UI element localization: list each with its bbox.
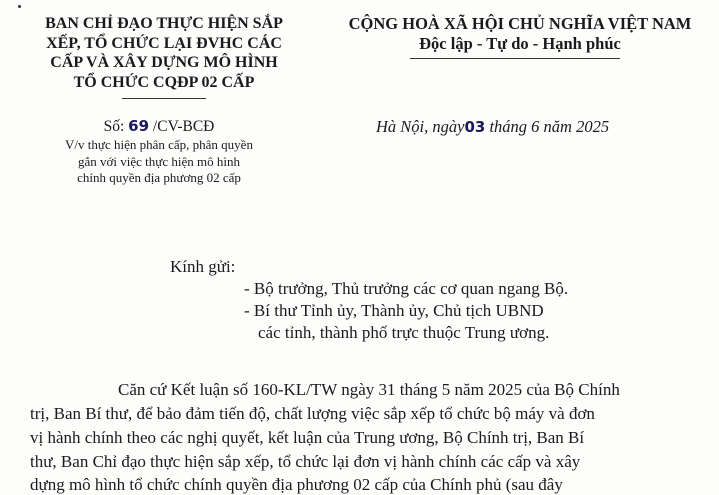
- recipient-line-2: - Bí thư Tỉnh ủy, Thành ủy, Chủ tịch UBND: [244, 301, 544, 320]
- scan-mark: [18, 5, 21, 8]
- date-day-handwritten: 03: [464, 118, 486, 136]
- subject-line-1: V/v thực hiện phân cấp, phân quyền: [65, 137, 253, 152]
- issuing-body-line-2: XẾP, TỔ CHỨC LẠI ĐVHC CÁC: [46, 34, 282, 52]
- date-suffix: tháng 6 năm 2025: [489, 117, 610, 136]
- subject-line-2: gắn với việc thực hiện mô hình: [78, 153, 240, 169]
- document-number: [0, 117, 318, 136]
- issuing-body-underline: [122, 98, 206, 99]
- recipient-line-3: các tỉnh, thành phố trực thuộc Trung ương.: [258, 323, 550, 342]
- body-line-4: thư, Ban Chỉ đạo thực hiện sắp xếp, tổ chức lại đơn vị hành chính các cấp và xây: [30, 452, 581, 471]
- issuing-body-line-1: BAN CHỈ ĐẠO THỰC HIỆN SẮP: [45, 15, 283, 32]
- date-prefix: Hà Nội, ngày: [376, 117, 465, 136]
- nation-name: CỘNG HOÀ XÃ HỘI CHỦ NGHĨA VIỆT NAM: [348, 14, 692, 33]
- document-subject: [0, 137, 318, 187]
- recipient-line-1: - Bộ trưởng, Thủ trưởng các cơ quan ngang Bộ.: [244, 279, 569, 298]
- motto-underline: [410, 58, 620, 59]
- issuing-body-line-4: TỔ CHỨC CQĐP 02 CẤP: [73, 73, 255, 91]
- national-heading: [328, 14, 712, 53]
- issuing-body: [14, 14, 314, 92]
- recipients-label: Kính gửi:: [170, 257, 236, 276]
- subject-line-3: chính quyền địa phương 02 cấp: [77, 170, 241, 185]
- number-prefix: Số:: [103, 118, 125, 135]
- issuing-body-line-3: CẤP VÀ XÂY DỰNG MÔ HÌNH: [50, 54, 278, 71]
- body-line-3: vị hành chính theo các nghị quyết, kết luận của Trung ương, Bộ Chính trị, Ban Bí: [30, 428, 585, 447]
- number-suffix: /CV-BCĐ: [152, 118, 215, 135]
- body-line-2: trị, Ban Bí thư, để bảo đảm tiến độ, chất lượng việc sắp xếp tổ chức bộ máy và đơn: [30, 404, 595, 423]
- number-handwritten: 69: [128, 117, 150, 135]
- motto: Độc lập - Tự do - Hạnh phúc: [419, 33, 621, 53]
- document-date: [376, 117, 676, 137]
- body-line-5: dựng mô hình tổ chức chính quyền địa phương 02 cấp của Chính phủ (sau đây: [30, 475, 563, 494]
- body-line-1: Căn cứ Kết luận số 160-KL/TW ngày 31 tháng 5 năm 2025 của Bộ Chính: [118, 380, 620, 399]
